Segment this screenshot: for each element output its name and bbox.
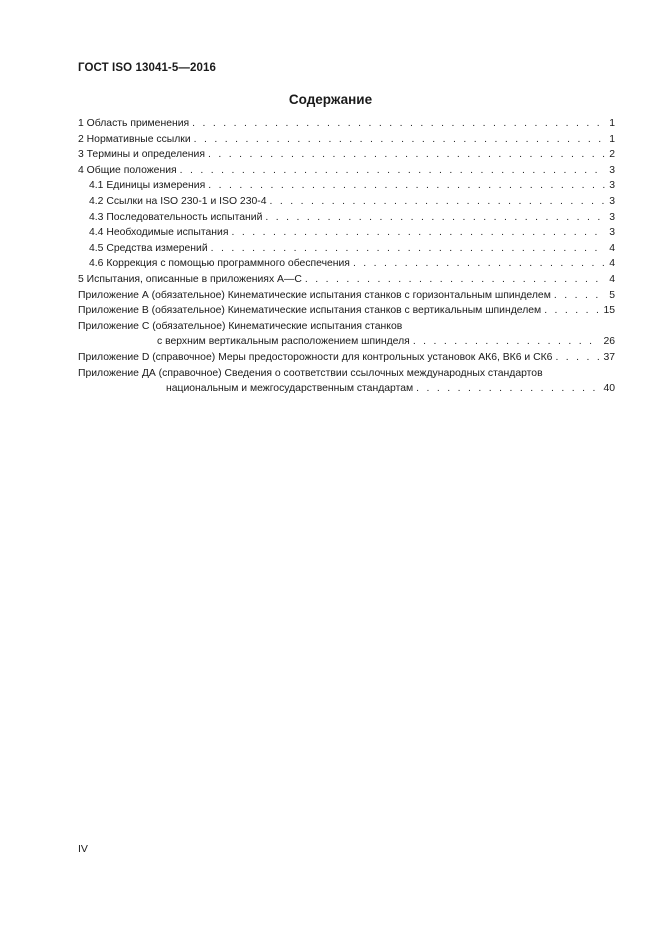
- toc-leader-dots: [192, 116, 605, 132]
- toc-entry-page: 4: [609, 258, 615, 270]
- toc-subentry[interactable]: [78, 178, 615, 194]
- toc-entry-page: 3: [609, 164, 615, 176]
- toc-entry-text: 5 Испытания, описанные в приложениях А—С: [78, 273, 302, 285]
- toc-subentry[interactable]: [78, 225, 615, 241]
- toc-entry[interactable]: [78, 163, 615, 179]
- toc-leader-dots: [208, 178, 605, 194]
- toc-subentry[interactable]: [78, 241, 615, 257]
- toc-entry-text: Приложение D (справочное) Меры предосторожности для контрольных установок АК6, ВК6 и СК6: [78, 351, 553, 363]
- toc-entry-text: 3 Термины и определения: [78, 149, 205, 161]
- toc-leader-dots: [416, 381, 599, 397]
- toc-leader-dots: [544, 303, 599, 319]
- toc-entry-annex-c[interactable]: [78, 319, 615, 335]
- toc-entry-page: 1: [609, 133, 615, 145]
- toc-entry[interactable]: [78, 116, 615, 132]
- toc-entry-text: 4.3 Последовательность испытаний: [89, 211, 263, 223]
- toc-entry-text: Приложение В (обязательное) Кинематические испытания станков с вертикальным шпинделем: [78, 305, 542, 317]
- toc-entry[interactable]: [78, 272, 615, 288]
- toc-entry-text: 4.2 Ссылки на ISO 230-1 и ISO 230-4: [89, 195, 267, 207]
- table-of-contents: [78, 116, 615, 397]
- toc-entry-annex-a[interactable]: [78, 288, 615, 304]
- toc-subentry[interactable]: [78, 256, 615, 272]
- toc-entry-text: 4.4 Необходимые испытания: [89, 227, 229, 239]
- toc-entry-text: 4.6 Коррекция с помощью программного обеспечения: [89, 258, 350, 270]
- toc-entry-page: 4: [609, 242, 615, 254]
- toc-entry-page: 37: [603, 351, 615, 363]
- toc-entry-annex-da-continuation[interactable]: [78, 381, 615, 397]
- toc-entry-page: 3: [609, 227, 615, 239]
- toc-leader-dots: [555, 350, 599, 366]
- toc-entry-page: 40: [603, 383, 615, 395]
- toc-leader-dots: [413, 334, 600, 350]
- toc-leader-dots: [353, 256, 605, 272]
- toc-leader-dots: [305, 272, 605, 288]
- toc-entry-annex-b[interactable]: [78, 303, 615, 319]
- toc-entry-annex-c-continuation[interactable]: [78, 334, 615, 350]
- toc-subentry[interactable]: [78, 194, 615, 210]
- page-number: IV: [78, 843, 88, 855]
- toc-entry-text: 4.1 Единицы измерения: [89, 180, 206, 192]
- toc-entry-text: 4.5 Средства измерений: [89, 242, 208, 254]
- toc-entry-page: 26: [603, 336, 615, 348]
- toc-entry-page: 15: [603, 305, 615, 317]
- toc-entry-page: 3: [609, 195, 615, 207]
- toc-entry-annex-d[interactable]: [78, 350, 615, 366]
- toc-leader-dots: [231, 225, 605, 241]
- toc-subentry[interactable]: [78, 210, 615, 226]
- toc-entry-text-continued: национальным и межгосударственным стандартам: [166, 383, 414, 395]
- toc-entry-text: Приложение А (обязательное) Кинематические испытания станков с горизонтальным шпинделем: [78, 289, 551, 301]
- toc-entry-page: 3: [609, 211, 615, 223]
- toc-entry[interactable]: [78, 147, 615, 163]
- toc-entry-page: 1: [609, 118, 615, 129]
- toc-entry-page: 5: [609, 289, 615, 301]
- toc-leader-dots: [554, 288, 605, 304]
- toc-leader-dots: [194, 132, 606, 148]
- toc-entry-text: 2 Нормативные ссылки: [78, 133, 191, 145]
- toc-entry-text: Приложение ДА (справочное) Сведения о соответствии ссылочных международных стандартов: [78, 367, 543, 379]
- toc-entry[interactable]: [78, 132, 615, 148]
- toc-leader-dots: [265, 210, 605, 226]
- toc-title: Содержание: [288, 92, 373, 107]
- toc-entry-page: 4: [609, 273, 615, 285]
- toc-leader-dots: [208, 147, 605, 163]
- toc-entry-text-continued: с верхним вертикальным расположением шпинделя: [157, 336, 410, 348]
- toc-leader-dots: [180, 163, 606, 179]
- toc-entry-page: 2: [609, 149, 615, 161]
- toc-leader-dots: [211, 241, 606, 257]
- toc-leader-dots: [270, 194, 606, 210]
- toc-entry-page: 3: [609, 180, 615, 192]
- standard-code: ГОСТ ISO 13041-5—2016: [78, 62, 216, 74]
- toc-entry-text: 4 Общие положения: [78, 164, 177, 176]
- toc-entry-annex-da[interactable]: [78, 366, 615, 382]
- toc-entry-text: Приложение С (обязательное) Кинематические испытания станков: [78, 320, 403, 332]
- toc-entry-text: 1 Область применения: [78, 118, 190, 129]
